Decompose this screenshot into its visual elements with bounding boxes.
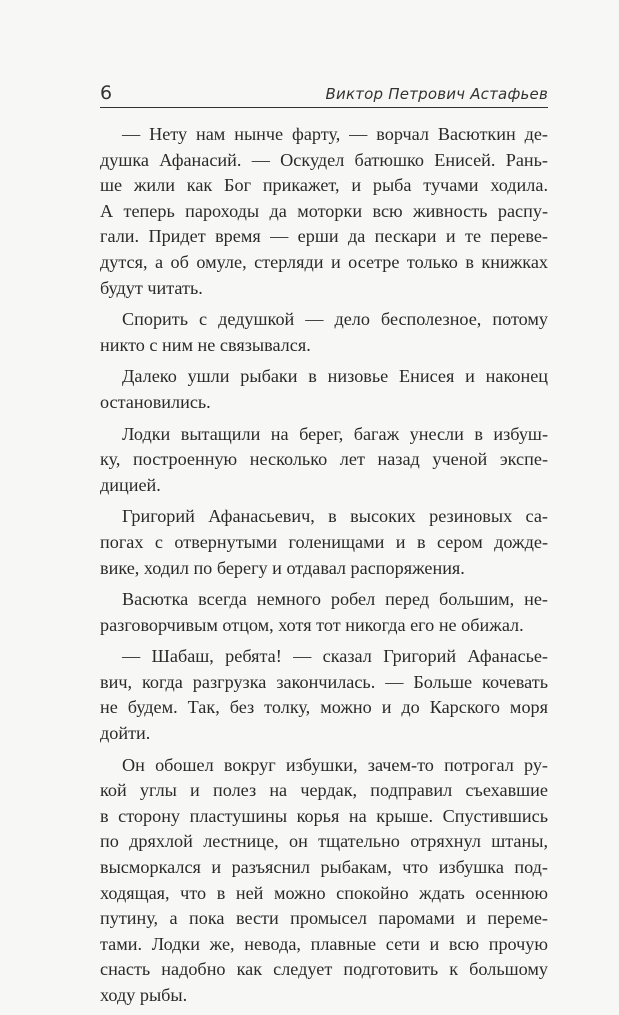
text-line: будут читать. (100, 277, 203, 298)
page-number: 6 (100, 82, 113, 104)
text-line: Лодки вытащили на берег, багаж унесли в избуш- (122, 423, 548, 444)
text-line: душка Афанасий. — Оскудел батюшко Енисей. Рань- (100, 149, 548, 170)
text-line: вике, ходил по берегу и отдавал распоряжения. (100, 557, 465, 578)
body-text (100, 122, 548, 1009)
running-head (100, 78, 548, 108)
text-line: ходящая, что в ней можно спокойно ждать осеннюю (100, 882, 548, 903)
text-line: Он обошел вокруг избушки, зачем-то потрогал ру- (122, 754, 548, 775)
text-line: Григорий Афанасьевич, в высоких резиновых са- (122, 506, 548, 527)
text-line: Спорить с дедушкой — дело бесполезное, потому (122, 309, 548, 330)
text-line: ку, построенную несколько лет назад ученой экспе- (100, 449, 548, 470)
text-line: А теперь пароходы да моторки всю живность распу- (100, 200, 548, 221)
paragraph (100, 644, 548, 746)
text-line: по дряхлой лестнице, он тщательно отряхнул штаны, (100, 831, 548, 852)
paragraph (100, 364, 548, 415)
text-line: дойти. (100, 723, 151, 744)
text-line: Далеко ушли рыбаки в низовье Енисея и наконец (122, 366, 548, 387)
paragraph (100, 753, 548, 1009)
text-line: высморкался и разъяснил рыбакам, что избушка под- (100, 857, 548, 878)
text-line: дицией. (100, 474, 161, 495)
text-line: кой углы и полез на чердак, подправил съехавшие (100, 780, 548, 801)
book-page (100, 78, 548, 1015)
text-line: ходу рыбы. (100, 985, 188, 1005)
running-title-author: Виктор Петрович Астафьев (325, 85, 548, 103)
text-line: никто с ним не связывался. (100, 334, 311, 355)
text-line: остановились. (100, 391, 211, 412)
paragraph (100, 307, 548, 358)
text-line: — Нету нам нынче фарту, — ворчал Васюткин де- (122, 124, 548, 144)
text-line: ше жили как Бог прикажет, и рыба тучами ходила. (100, 175, 548, 196)
text-line: вич, когда разгрузка закончилась. — Больше кочевать (100, 671, 548, 692)
text-line: разговорчивым отцом, хотя тот никогда его не обижал. (100, 614, 524, 635)
text-line: дутся, а об омуле, стерляди и осетре только в книжках (100, 251, 548, 272)
text-line: снасть надобно как следует подготовить к большому (100, 959, 548, 980)
paragraph (100, 587, 548, 638)
text-line: в сторону пластушины корья на крыше. Спустившись (100, 805, 548, 826)
text-line: — Шабаш, ребята! — сказал Григорий Афанасье- (122, 646, 548, 667)
text-line: не будем. Так, без толку, можно и до Карского моря (100, 697, 548, 718)
text-line: тами. Лодки же, невода, плавные сети и всю прочую (100, 933, 548, 954)
paragraph (100, 422, 548, 499)
text-line: путину, а пока вести промысел паромами и переме- (100, 908, 548, 929)
paragraph (100, 122, 548, 301)
text-line: Васютка всегда немного робел перед большим, не- (122, 589, 548, 610)
text-line: погах с отвернутыми голенищами и в сером дожде- (100, 531, 548, 552)
paragraph (100, 504, 548, 581)
text-line: гали. Придет время — ерши да пескари и те переве- (100, 226, 548, 247)
